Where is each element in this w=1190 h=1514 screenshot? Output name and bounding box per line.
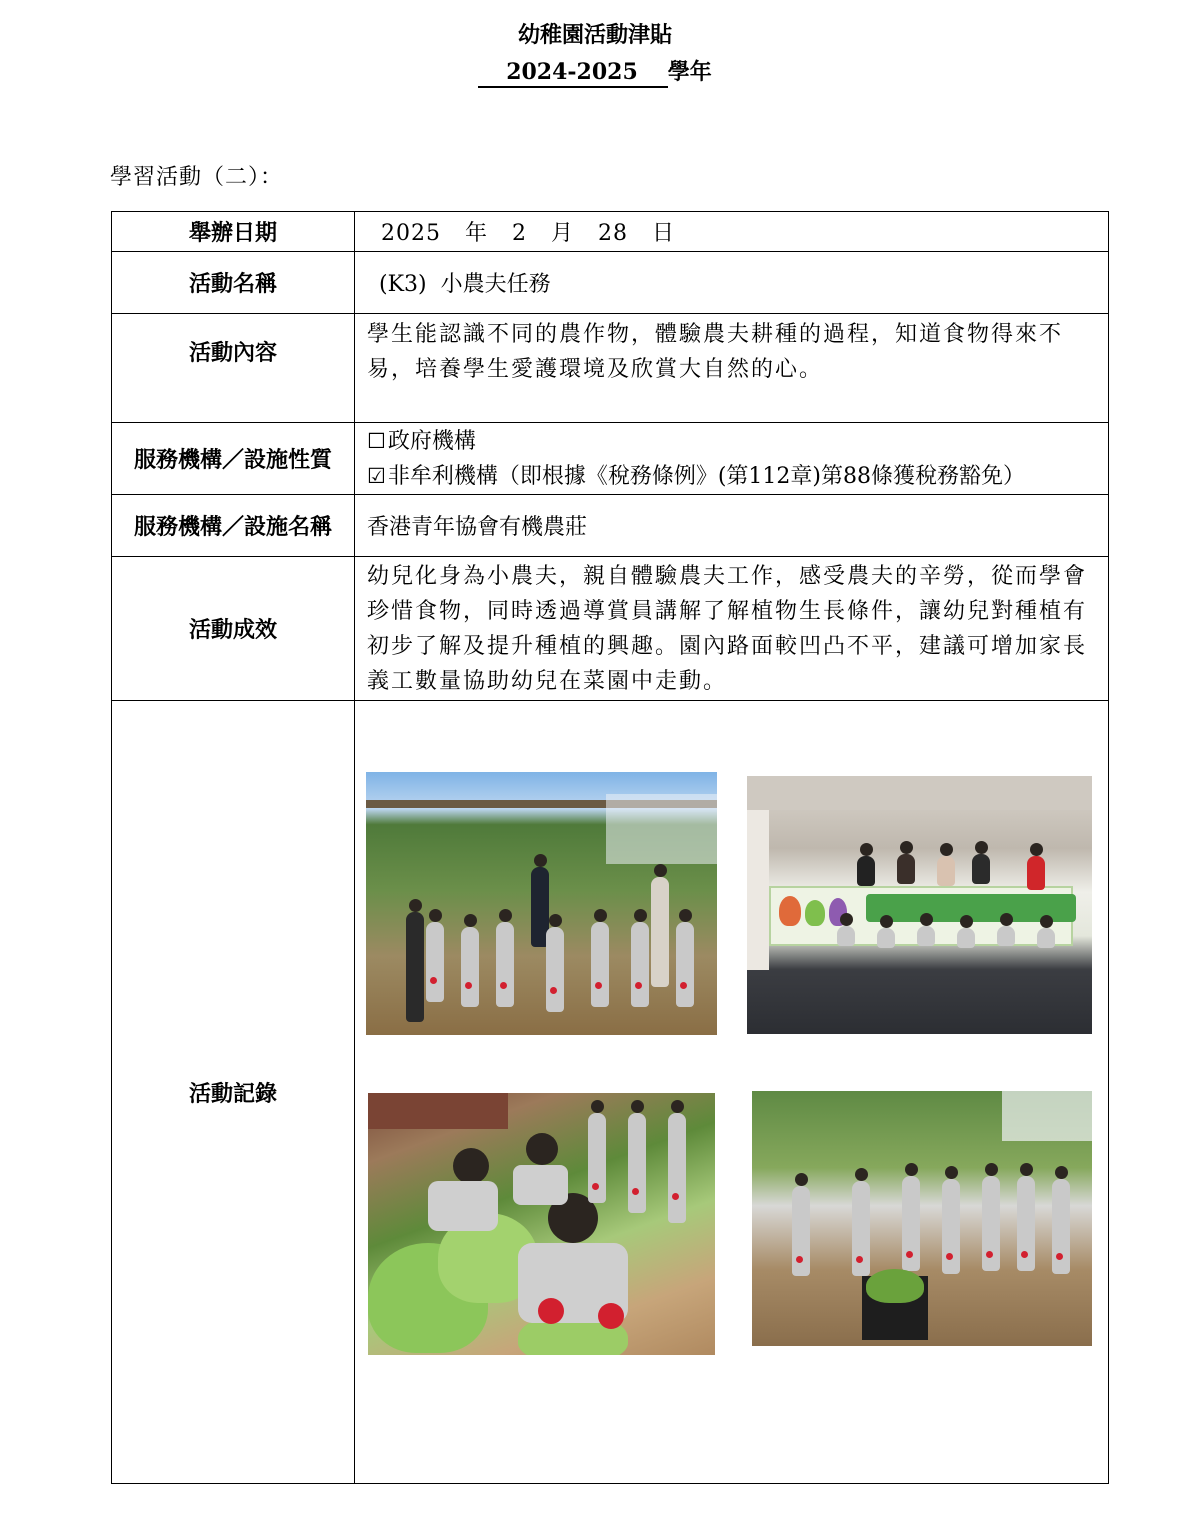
- date-value: [355, 212, 1109, 252]
- content-value: 學生能認識不同的農作物，體驗農夫耕種的過程，知道食物得來不易，培養學生愛護環境及欣賞大自然的心。: [355, 314, 1109, 423]
- school-year-value: 2024-2025: [478, 60, 668, 88]
- checkbox-checked-icon: ☑: [367, 463, 386, 488]
- document-title: 幼稚園活動津貼: [517, 22, 672, 48]
- activity-name-value: (K3) 小農夫任務: [355, 252, 1109, 314]
- row-organization: [112, 495, 1109, 557]
- activity-photo-banner-group: [747, 776, 1092, 1034]
- date-year: 2025: [381, 221, 441, 246]
- row-date: [112, 212, 1109, 252]
- organization-label: 服務機構／設施名稱: [112, 495, 355, 557]
- activity-name-label: 活動名稱: [112, 252, 355, 314]
- activity-photo-farm-group: [366, 772, 717, 1035]
- effectiveness-value: 幼兒化身為小農夫，親自體驗農夫工作，感受農夫的辛勞，從而學會珍惜食物，同時透過導賞員講解了解植物生長條件，讓幼兒對種植有初步了解及提升種植的興趣。園內路面較凹凸不平，建議可增加家長義工數量協助幼兒在菜園中走動。: [355, 557, 1109, 701]
- option-government: [367, 424, 1098, 459]
- row-effectiveness: [112, 557, 1109, 701]
- checkbox-unchecked-icon: ☐: [367, 428, 386, 453]
- nature-options: [355, 423, 1109, 495]
- date-label: 舉辦日期: [112, 212, 355, 252]
- date-day: 28: [597, 221, 628, 246]
- effectiveness-label: 活動成效: [112, 557, 355, 701]
- activity-photo-field-pose: [752, 1091, 1092, 1346]
- organization-value: 香港青年協會有機農莊: [355, 495, 1109, 557]
- date-day-unit: 日: [651, 221, 675, 246]
- record-label: 活動記錄: [112, 701, 355, 1484]
- section-title: 學習活動（二）：: [110, 165, 284, 190]
- nature-label: 服務機構／設施性質: [112, 423, 355, 495]
- option-nonprofit-text: 非牟利機構（即根據《稅務條例》(第112章)第88條獲稅務豁免）: [387, 463, 1025, 489]
- school-year: [0, 55, 1190, 88]
- date-month-unit: 月: [550, 221, 574, 246]
- row-content: [112, 314, 1109, 423]
- option-nonprofit: [367, 459, 1098, 494]
- activity-photo-lettuce: [368, 1093, 715, 1355]
- date-year-unit: 年: [464, 221, 488, 246]
- option-government-text: 政府機構: [387, 428, 476, 454]
- row-nature: [112, 423, 1109, 495]
- school-year-suffix: 學年: [667, 59, 712, 85]
- content-label: 活動內容: [112, 314, 355, 423]
- row-activity-name: [112, 252, 1109, 314]
- date-month: 2: [511, 221, 527, 246]
